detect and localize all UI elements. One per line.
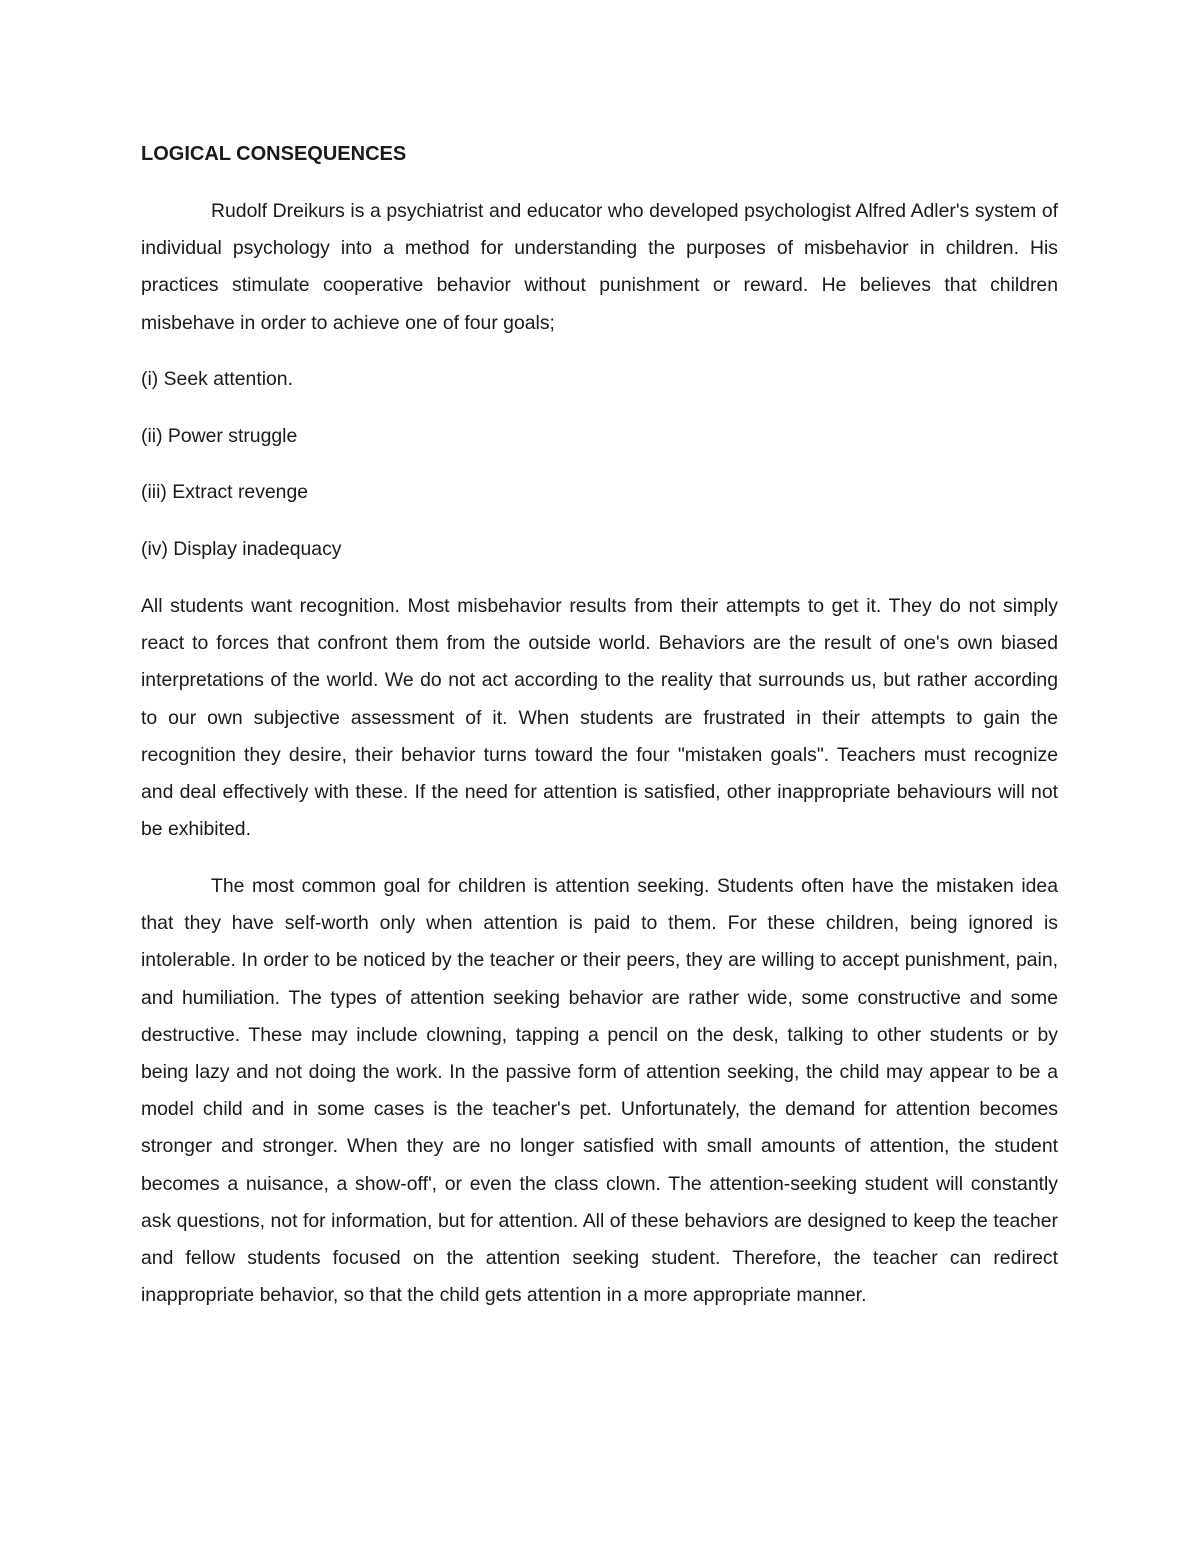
goal-item-seek-attention: (i) Seek attention. — [141, 368, 293, 390]
goal-item-display-inadequacy: (iv) Display inadequacy — [141, 538, 342, 560]
document-title: LOGICAL CONSEQUENCES — [141, 143, 407, 165]
recognition-paragraph: All students want recognition. Most misbehavior results from their attempts to get it. They do not simply react to forces that confront them from the outside world. Behaviors are the result of one's own biased interpretations of the world. We do not act according to the reality that surrounds us, but rather according to our own subjective assessment of it. When students are frustrated in their attempts to gain the recognition they desire, their behavior turns toward the four "mistaken goals". Teachers must recognize and deal effectively with these. If the need for attention is satisfied, other inappropriate behaviours will not be exhibited. — [141, 595, 1058, 841]
attention-seeking-paragraph: The most common goal for children is attention seeking. Students often have the mistaken idea that they have self-worth only when attention is paid to them. For these children, being ignored is intolerable. In order to be noticed by the teacher or their peers, they are willing to accept punishment, pain, and humiliation. The types of attention seeking behavior are rather wide, some constructive and some destructive. These may include clowning, tapping a pencil on the desk, talking to other students or by being lazy and not doing the work. In the passive form of attention seeking, the child may appear to be a model child and in some cases is the teacher's pet. Unfortunately, the demand for attention becomes stronger and stronger. When they are no longer satisfied with small amounts of attention, the student becomes a nuisance, a show-off', or even the class clown. The attention-seeking student will constantly ask questions, not for information, but for attention. All of these behaviors are designed to keep the teacher and fellow students focused on the attention seeking student. Therefore, the teacher can redirect inappropriate behavior, so that the child gets attention in a more appropriate manner. — [141, 875, 1058, 1307]
goal-item-extract-revenge: (iii) Extract revenge — [141, 481, 309, 503]
goal-item-power-struggle: (ii) Power struggle — [141, 425, 298, 447]
intro-paragraph: Rudolf Dreikurs is a psychiatrist and educator who developed psychologist Alfred Adler's system of individual psychology into a method for understanding the purposes of misbehavior in children. His practices stimulate cooperative behavior without punishment or reward. He believes that children misbehave in order to achieve one of four goals; — [141, 200, 1058, 334]
